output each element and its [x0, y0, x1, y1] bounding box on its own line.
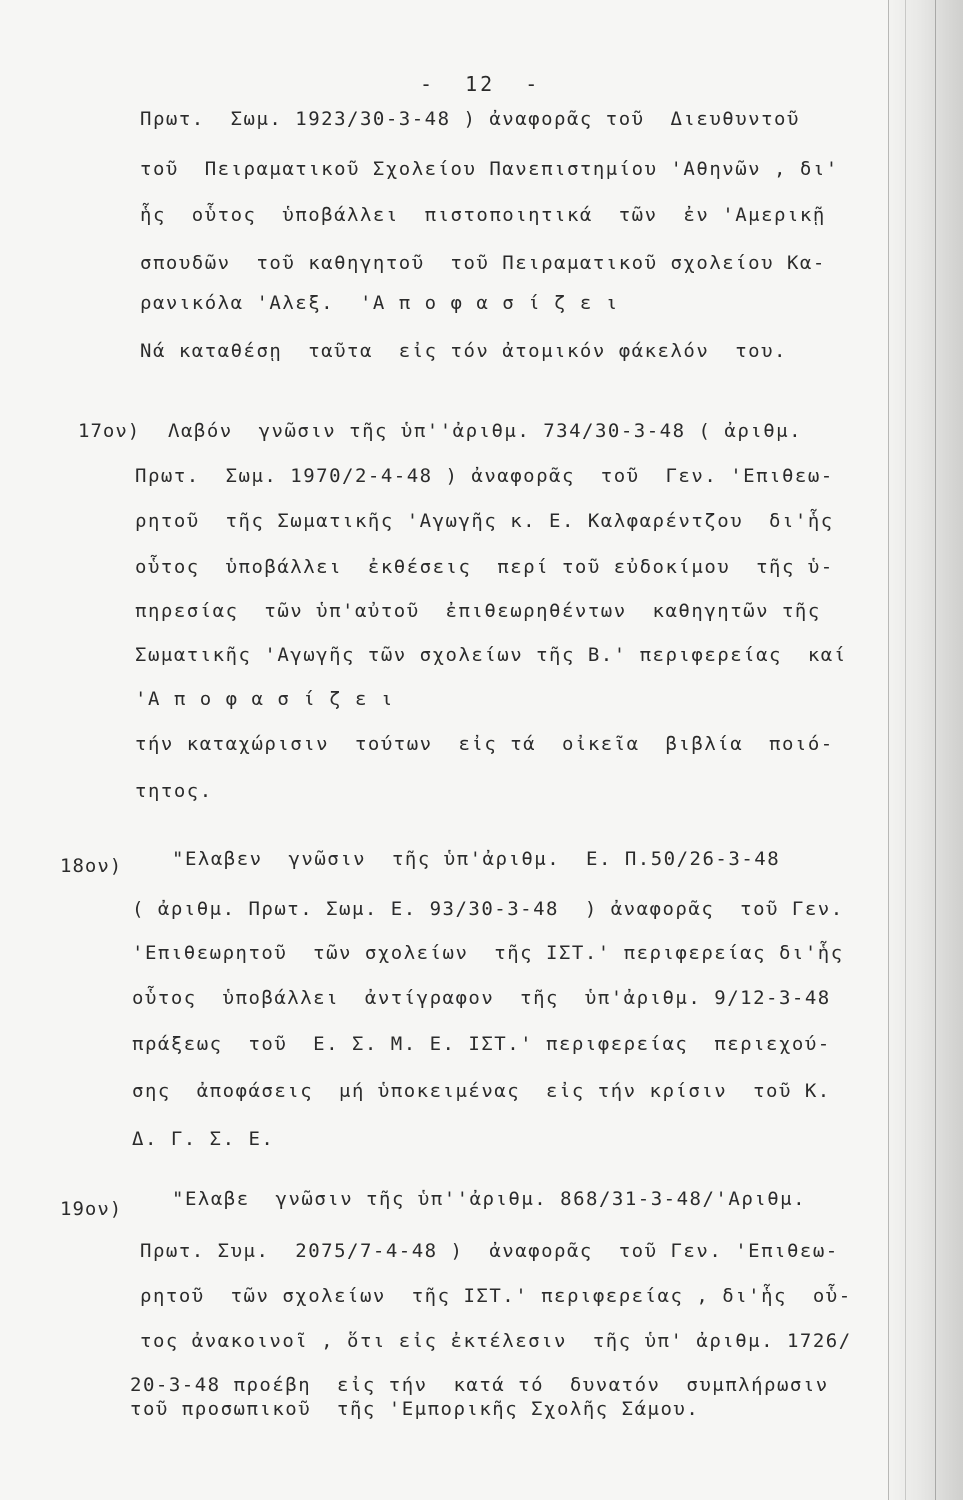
item-number: 17ον) — [78, 420, 141, 442]
edge-line — [905, 0, 906, 1500]
text-line: τητος. — [135, 780, 213, 802]
text-line: 'Επιθεωρητοῦ τῶν σχολείων τῆς ΙΣΤ.' περιφερείας δι'ἧς — [132, 942, 844, 964]
item-number: 19ον) — [60, 1198, 123, 1220]
text-line: Σωματικῆς 'Αγωγῆς τῶν σχολείων τῆς Β.' περιφερείας καί — [135, 644, 847, 666]
text-line: ρανικόλα 'Αλεξ. 'Α π ο φ α σ ί ζ ε ι — [140, 292, 619, 314]
text-line: ἧς οὗτος ὑποβάλλει πιστοποιητικά τῶν ἐν 'Αμερικῇ — [140, 204, 826, 226]
text-line: οὗτος ὑποβάλλει ἐκθέσεις περί τοῦ εὐδοκίμου τῆς ὑ- — [135, 556, 834, 578]
edge-line — [888, 0, 889, 1500]
text-line: σπουδῶν τοῦ καθηγητοῦ τοῦ Πειραματικοῦ σχολείου Κα- — [140, 252, 826, 274]
item-number: 18ον) — [60, 855, 123, 877]
text-line: τοῦ Πειραματικοῦ Σχολείου Πανεπιστημίου 'Αθηνῶν , δι' — [140, 158, 839, 180]
text-line: 20-3-48 προέβη εἰς τήν κατά τό δυνατόν συμπλήρωσιν — [130, 1374, 829, 1396]
text-line: ρητοῦ τῶν σχολείων τῆς ΙΣΤ.' περιφερείας , δι'ἧς οὗ- — [140, 1285, 852, 1307]
text-line: Δ. Γ. Σ. Ε. — [132, 1128, 275, 1150]
text-line: Νά καταθέσῃ ταῦτα εἰς τόν ἀτομικόν φάκελόν του. — [140, 340, 787, 362]
text-line: Πρωτ. Σωμ. 1923/30-3-48 ) ἀναφορᾶς τοῦ Διευθυντοῦ — [140, 108, 800, 130]
page-number: - 12 - — [420, 72, 541, 96]
text-line: πράξεως τοῦ Ε. Σ. Μ. Ε. ΙΣΤ.' περιφερείας περιεχού- — [132, 1033, 831, 1055]
binding-edge — [888, 0, 963, 1500]
text-line: Πρωτ. Συμ. 2075/7-4-48 ) ἀναφορᾶς τοῦ Γεν. 'Επιθεω- — [140, 1240, 839, 1262]
text-line: Λαβόν γνῶσιν τῆς ὑπ''ἀριθμ. 734/30-3-48 ( ἀριθμ. — [168, 420, 803, 442]
text-line: τος ἀνακοινοῖ , ὅτι εἰς ἐκτέλεσιν τῆς ὑπ' ἀριθμ. 1726/ — [140, 1330, 852, 1352]
text-line: οὗτος ὑποβάλλει ἀντίγραφον τῆς ὑπ'ἀριθμ. 9/12-3-48 — [132, 987, 831, 1009]
text-line: τοῦ προσωπικοῦ τῆς 'Εμπορικῆς Σχολῆς Σάμου. — [130, 1398, 700, 1420]
text-line: "Ελαβεν γνῶσιν τῆς ὑπ'ἀριθμ. Ε. Π.50/26-3-48 — [172, 848, 781, 870]
text-line: ρητοῦ τῆς Σωματικῆς 'Αγωγῆς κ. Ε. Καλφαρέντζου δι'ἧς — [135, 510, 834, 532]
text-line: ( ἀριθμ. Πρωτ. Σωμ. Ε. 93/30-3-48 ) ἀναφορᾶς τοῦ Γεν. — [132, 898, 844, 920]
text-line: 'Α π ο φ α σ ί ζ ε ι — [135, 688, 394, 710]
text-line: πηρεσίας τῶν ὑπ'αὐτοῦ ἐπιθεωρηθέντων καθηγητῶν τῆς — [135, 600, 821, 622]
text-line: Πρωτ. Σωμ. 1970/2-4-48 ) ἀναφορᾶς τοῦ Γεν. 'Επιθεω- — [135, 465, 834, 487]
edge-line — [935, 0, 936, 1500]
text-line: σης ἀποφάσεις μή ὑποκειμένας εἰς τήν κρίσιν τοῦ Κ. — [132, 1080, 831, 1102]
text-line: "Ελαβε γνῶσιν τῆς ὑπ''ἀριθμ. 868/31-3-48/'Αριθμ. — [172, 1188, 807, 1210]
text-line: τήν καταχώρισιν τούτων εἰς τά οἰκεῖα βιβλία ποιό- — [135, 733, 834, 755]
